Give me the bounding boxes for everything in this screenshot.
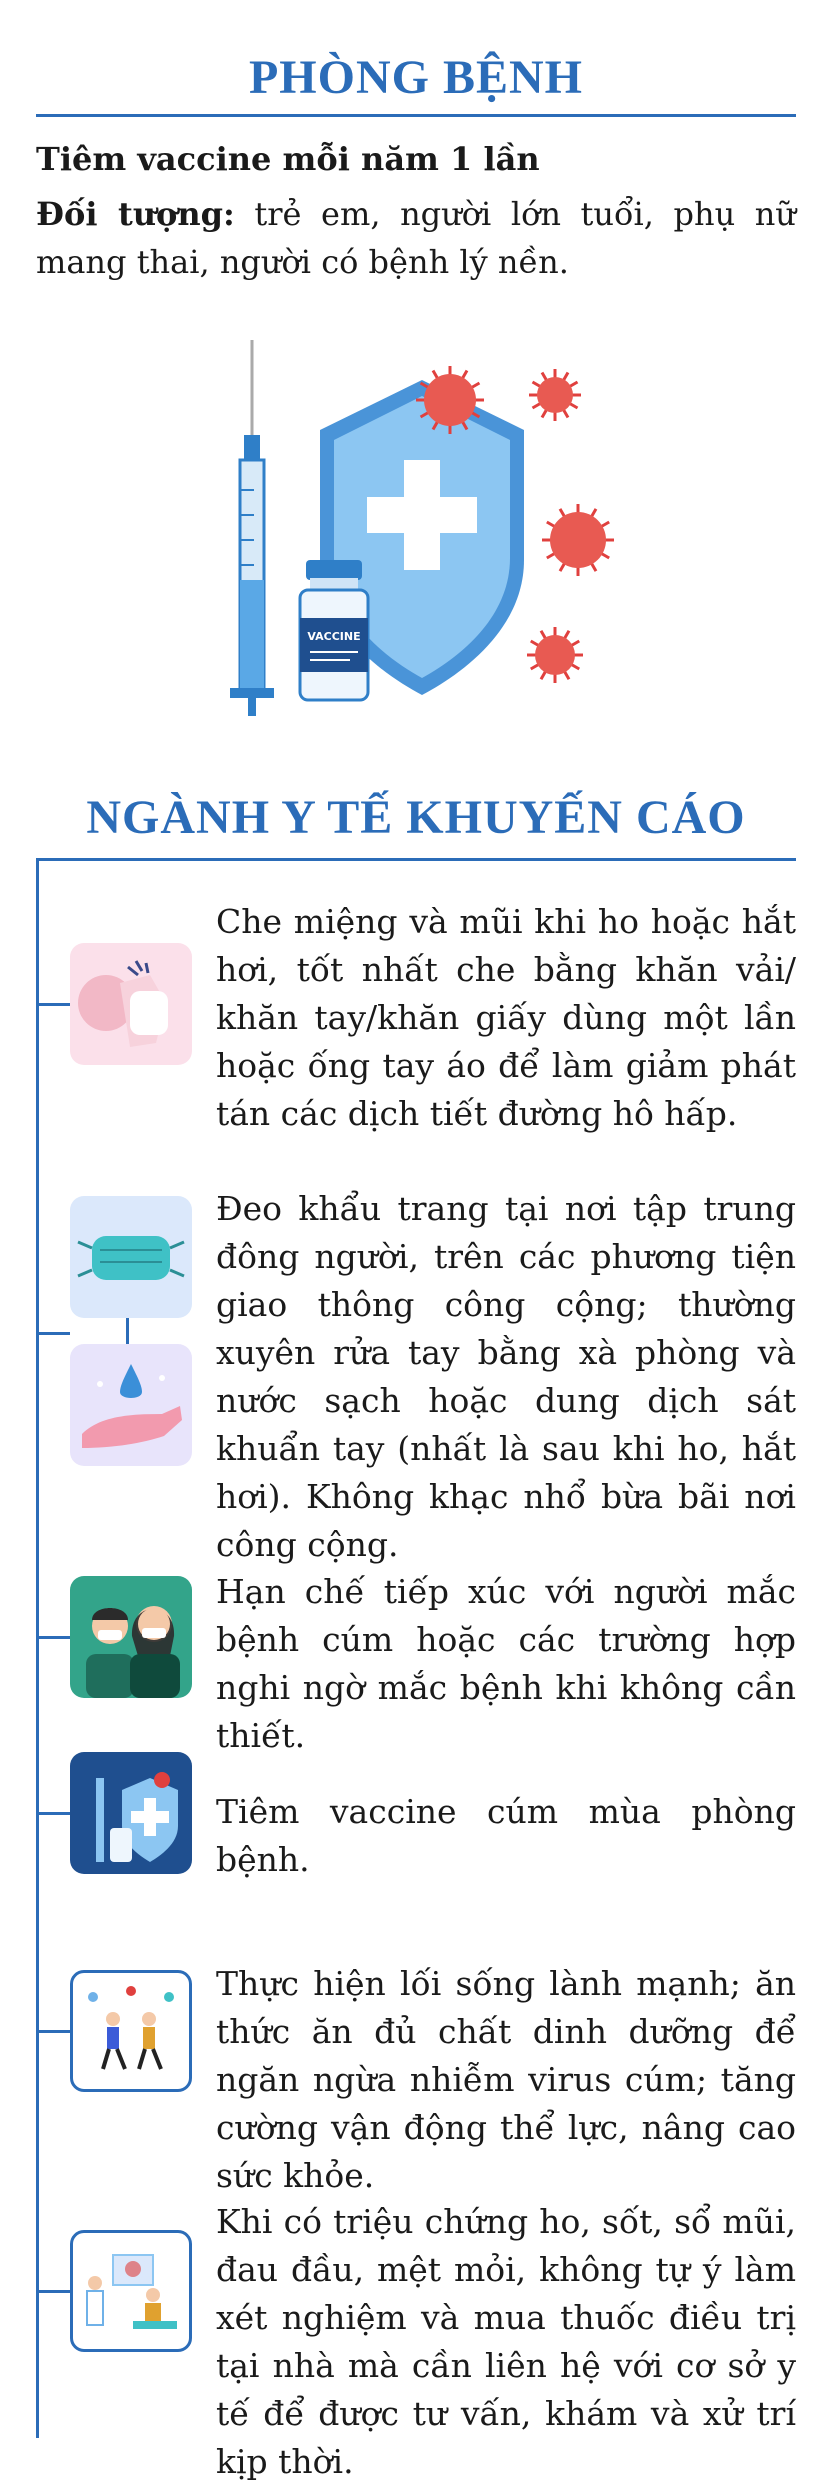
vaccine-vial-icon — [300, 560, 368, 700]
vial-label: VACCINE — [307, 630, 361, 643]
virus-icon — [529, 369, 581, 421]
recommendation-1: Che miệng và mũi khi ho hoặc hắt hơi, tốt nhất che bằng khăn vải/ khăn tay/khăn giấy dùng một lần hoặc ống tay áo để làm giảm phát tán các dịch tiết đường hô hấp. — [216, 902, 796, 1133]
handwash-icon — [70, 1344, 192, 1466]
vaccine-icon — [70, 1752, 192, 1874]
section-underline — [36, 858, 796, 861]
recommendation-2: Đeo khẩu trang tại nơi tập trung đông người, trên các phương tiện giao thông công cộng; thường xuyên rửa tay bằng xà phòng và nước sạch hoặc dung dịch sát khuẩn tay (nhất là sau khi ho, hắt hơi). Không khạc nhổ bừa bãi nơi công cộng. — [216, 1189, 796, 1564]
connector — [36, 2030, 70, 2033]
recommendation-4: Tiêm vaccine cúm mùa phòng bệnh. — [216, 1792, 796, 1879]
vaccine-shield-illustration — [210, 340, 630, 720]
target-label: Đối tượng: — [36, 195, 235, 233]
recommendation-3: Hạn chế tiếp xúc với người mắc bệnh cúm hoặc các trường hợp nghi ngờ mắc bệnh khi không cần thiết. — [216, 1572, 796, 1755]
sneeze-icon — [70, 943, 192, 1065]
target-text: trẻ em, người lớn tuổi, phụ nữ mang thai, người có bệnh lý nền. — [36, 195, 797, 281]
mask-icon — [70, 1196, 192, 1318]
recommendation-6: Khi có triệu chứng ho, sốt, sổ mũi, đau đầu, mệt mỏi, không tự ý làm xét nghiệm và mua thuốc điều trị tại nhà mà cần liên hệ với cơ sở y tế để được tư vấn, khám và xử trí kịp thời. — [216, 2202, 796, 2481]
virus-icon — [527, 627, 583, 683]
timeline-line — [36, 858, 39, 2438]
syringe-icon — [230, 340, 274, 716]
connector — [36, 1003, 70, 1006]
connector — [36, 1636, 70, 1639]
title-underline — [36, 114, 796, 117]
people-mask-icon — [70, 1576, 192, 1698]
recommendation-5: Thực hiện lối sống lành mạnh; ăn thức ăn đủ chất dinh dưỡng để ngăn ngừa nhiễm virus cúm; tăng cường vận động thể lực, nâng cao sức khỏe. — [216, 1964, 796, 2195]
doctor-visit-icon — [70, 2230, 192, 2352]
target-group — [36, 190, 796, 286]
connector — [36, 1332, 70, 1335]
connector — [36, 1812, 70, 1815]
prevention-title: PHÒNG BỆNH — [248, 51, 584, 104]
recommendations-title: NGÀNH Y TẾ KHUYẾN CÁO — [86, 791, 746, 844]
virus-icon — [542, 504, 614, 576]
healthy-lifestyle-icon — [70, 1970, 192, 2092]
prevention-subheading: Tiêm vaccine mỗi năm 1 lần — [36, 140, 540, 178]
connector — [36, 2290, 70, 2293]
